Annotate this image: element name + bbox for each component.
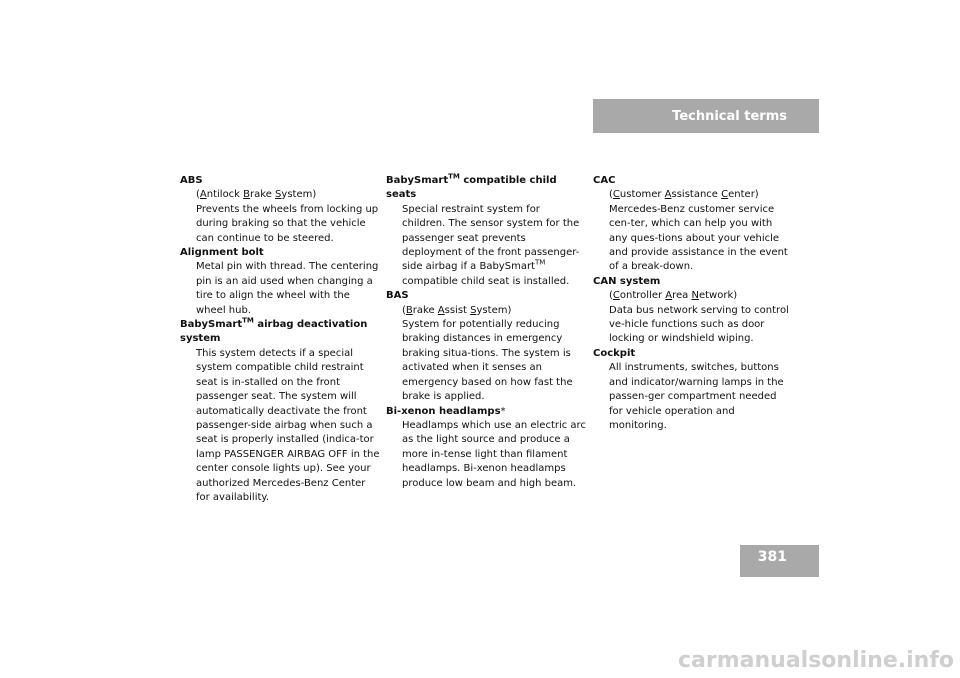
abs-definition: Prevents the wheels from locking up during braking so that the vehicle can continue to be steered. — [196, 203, 379, 244]
term-bas: BAS — [386, 290, 409, 302]
entry-alignment-bolt — [180, 246, 380, 318]
term-cockpit: Cockpit — [593, 347, 636, 359]
section-header — [593, 99, 819, 133]
entry-cac — [593, 174, 793, 275]
glossary-column-3 — [593, 174, 793, 433]
term-abs: ABS — [180, 175, 203, 186]
bas-expansion: (Brake Assist System) — [402, 304, 512, 316]
term-babysmart-seats: BabySmart™ compatible child seats — [386, 172, 557, 201]
term-babysmart-airbag: BabySmart™ airbag deactivation system — [180, 316, 368, 345]
section-title: Technical terms — [672, 108, 787, 124]
entry-abs — [180, 174, 380, 246]
entry-bixenon — [386, 405, 586, 491]
bas-definition: System for potentially reducing braking distances in emergency braking situa-tions. The system is activated when it senses an emergency based on how fast the brake is applied. — [402, 319, 573, 403]
term-bixenon: Bi-xenon headlamps* — [386, 405, 506, 417]
can-definition: Data bus network serving to control ve-hicle functions such as door locking or windshield wiping. — [609, 304, 789, 345]
term-can: CAN system — [593, 275, 661, 287]
bixenon-definition: Headlamps which use an electric arc as the light source and produce a more in-tense light than filament headlamps. Bi-xenon headlamps produce low beam and high beam. — [402, 419, 586, 489]
entry-bas — [386, 289, 586, 404]
can-expansion: (Controller Area Network) — [609, 290, 738, 302]
babysmart-airbag-definition: This system detects if a special system compatible child restraint seat is in-stalled on the front passenger seat. The system will automatically deactivate the front passenger-side airbag when such a seat is properly installed (indica-tor lamp PASSENGER AIRBAG OFF in the center console lights up). See your authorized Mercedes-Benz Center for availability. — [196, 347, 380, 503]
cac-expansion: (Customer Assistance Center) — [609, 189, 759, 201]
entry-cockpit — [593, 347, 793, 433]
page-number-text: 381 — [757, 549, 787, 565]
entry-babysmart-seats — [386, 174, 586, 289]
term-cac: CAC — [593, 175, 616, 186]
entry-babysmart-airbag — [180, 318, 380, 505]
watermark: carmanualsonline.info — [678, 648, 954, 673]
alignment-bolt-definition: Metal pin with thread. The centering pin is an aid used when changing a tire to align the wheel with the wheel hub. — [196, 261, 379, 316]
page-number — [740, 545, 819, 577]
babysmart-seats-definition: Special restraint system for children. The sensor system for the passenger seat prevents deployment of the front passenger-side airbag if a BabySmart™ compatible child seat is installed. — [402, 203, 580, 287]
term-alignment-bolt: Alignment bolt — [180, 247, 264, 259]
cockpit-definition: All instruments, switches, buttons and indicator/warning lamps in the passen-ger compartment needed for vehicle operation and monitoring. — [609, 362, 784, 431]
cac-definition: Mercedes-Benz customer service cen-ter, which can help you with any ques-tions about your vehicle and provide assistance in the event of a break-down. — [609, 203, 788, 273]
abs-expansion: (Antilock Brake System) — [196, 189, 317, 201]
glossary-column-2 — [386, 174, 586, 491]
entry-can — [593, 275, 793, 347]
glossary-column-1 — [180, 174, 380, 505]
